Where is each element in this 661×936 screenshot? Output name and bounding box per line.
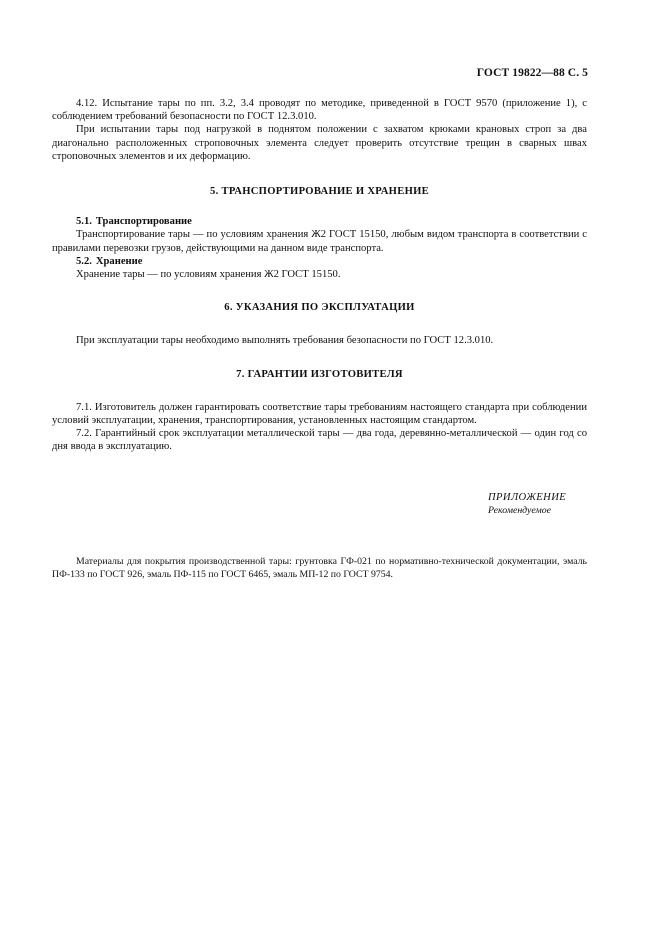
subsection-5-2-title: Хранение	[95, 255, 143, 267]
clause-7-2-paragraph: 7.2. Гарантийный срок эксплуатации металлической тары — два года, деревянно-металлической — один год со дня ввода в эксплуатацию.	[52, 428, 587, 453]
section-6-title: 6. УКАЗАНИЯ ПО ЭКСПЛУАТАЦИИ	[224, 302, 415, 314]
document-body	[52, 97, 587, 454]
subsection-5-2-number: 5.2.	[76, 255, 92, 267]
section-6-text: При эксплуатации тары необходимо выполнять требования безопасности по ГОСТ 12.3.010.	[76, 335, 494, 347]
section-7-title: 7. ГАРАНТИИ ИЗГОТОВИТЕЛЯ	[236, 368, 403, 380]
appendix-materials	[52, 556, 587, 581]
clause-4-12-test-paragraph: При испытании тары под нагрузкой в поднятом положении с захватом крюками крановых строп за два диагонально расположенных строповочных элемента следует проверить отсутствие трещин в сварных швах строповочных элементов и их деформацию.	[52, 124, 587, 162]
appendix-title: ПРИЛОЖЕНИЕ	[488, 492, 567, 503]
clause-4-12-paragraph: 4.12. Испытание тары по пп. 3.2, 3.4 проводят по методике, приведенной в ГОСТ 9570 (приложение 1), с соблюдением требований безопасности по ГОСТ 12.3.010.	[52, 98, 587, 123]
subsection-5-1-number: 5.1.	[76, 216, 92, 228]
subsection-5-1-heading	[52, 215, 587, 228]
subsection-5-1-title: Транспортирование	[95, 216, 192, 228]
appendix-label	[488, 491, 566, 517]
clause-7-1-paragraph: 7.1. Изготовитель должен гарантировать соответствие тары требованиям настоящего стандарта при соблюдении условий эксплуатации, хранения, транспортирования, установленных настоящим стандартом.	[52, 401, 587, 427]
page-header: ГОСТ 19822—88 С. 5	[476, 67, 588, 79]
subsection-5-2-text: Хранение тары — по условиям хранения Ж2 ГОСТ 15150.	[76, 269, 341, 281]
appendix-subtitle: Рекомендуемое	[488, 505, 551, 516]
section-5-title: 5. ТРАНСПОРТИРОВАНИЕ И ХРАНЕНИЕ	[209, 186, 430, 198]
subsection-5-2-heading	[52, 255, 587, 268]
subsection-5-1-text: Транспортирование тары — по условиям хранения Ж2 ГОСТ 15150, любым видом транспорта в соответствии с правилами перевозки грузов, действующими на данном виде транспорта.	[52, 229, 587, 254]
materials-text: Материалы для покрытия производственной тары: грунтовка ГФ-021 по нормативно-технической документации, эмаль ПФ-133 по ГОСТ 926, эмаль ПФ-115 по ГОСТ 6465, эмаль МП-12 по ГОСТ 9754.	[52, 556, 587, 580]
